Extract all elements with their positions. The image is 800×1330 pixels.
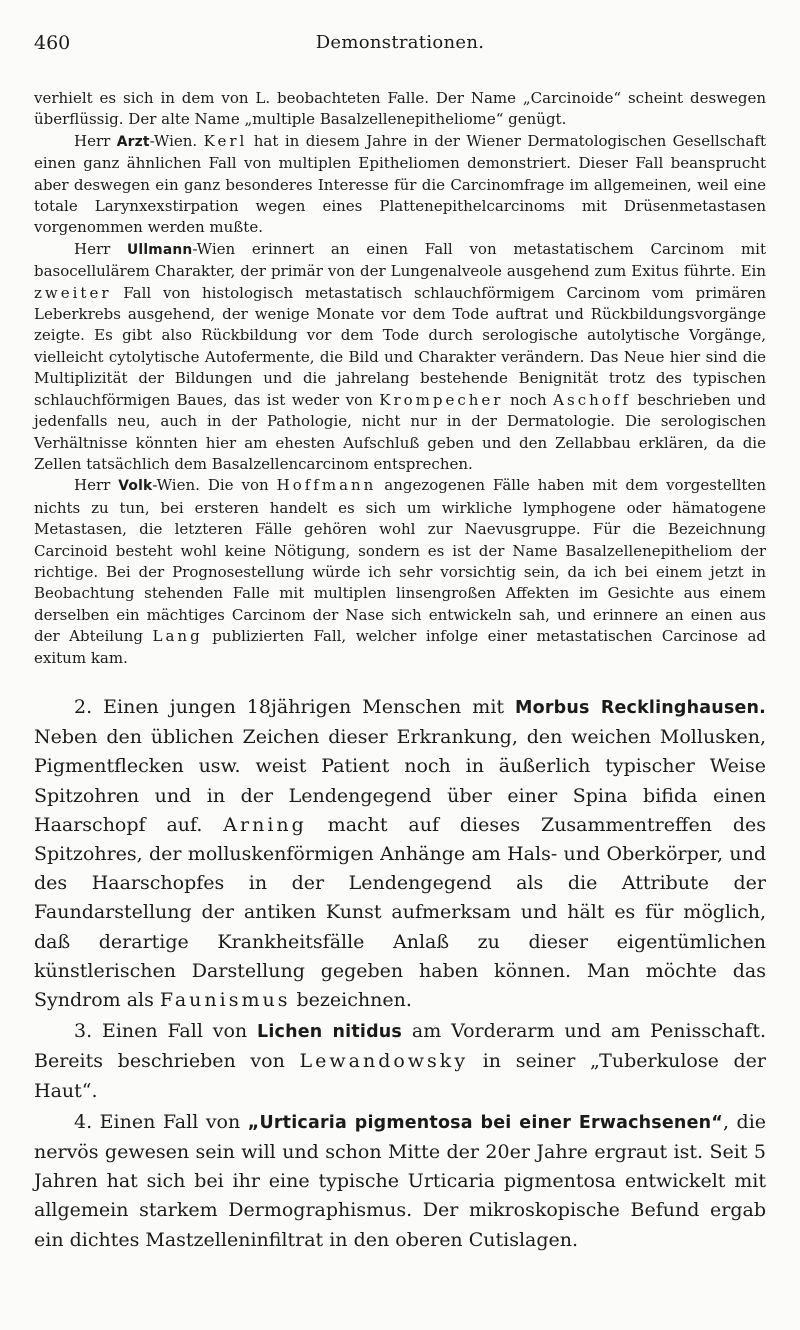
running-title: Demonstrationen. [315,32,485,53]
emphasized-word: zweiter [34,283,112,302]
case-2-paragraph: 2. Einen jungen 18jährigen Menschen mit Morbus Recklinghausen. Neben den üblichen Zeichen dieser Erkrankung, den weichen Mollusken, Pigmentflecken usw. weist Patient noch in äußerlich typischer Weise Spitzohren und in der Lendengegend über einer Spina bifida einen Haarschopf auf. Arning macht auf dieses Zusammentreffen des Spitzohres, der molluskenförmigen Anhänge am Hals- und Oberkörper, und des Haarschopfes in der Lendengegend als die Attribute der Faundarstellung der antiken Kunst aufmerksam und hält es für möglich, daß derartige Krankheitsfälle Anlaß zu dieser eigentümlichen künstlerischen Darstellung gegeben haben können. Man möchte das Syndrom als Faunismus bezeichnen. [34,695,766,1011]
page-number: 460 [34,32,71,54]
case-section [34,693,766,1255]
cited-author: Kerl [203,131,248,150]
speaker-name: Volk [118,478,153,495]
discussion-paragraph-arzt: Herr Arzt-Wien. Kerl hat in diesem Jahre in der Wiener Dermatologischen Gesellschaft einen ganz ähnlichen Fall von multiplen Epitheliomen demonstriert. Dieser Fall beansprucht aber deswegen ein ganz besonderes Interesse für die Carcinomfrage im allgemeinen, weil eine totale Larynxexstirpation wegen eines Plattenepithelcarcinoms mit Drüsenmetastasen vorgenommen werden mußte. [34,131,766,237]
page-header [34,26,766,62]
discussion-section [34,88,766,669]
case-diagnosis: Morbus Recklinghausen. [515,697,766,718]
cited-author: Hoffmann [276,476,377,495]
cited-author: Aschoff [553,390,631,409]
case-diagnosis: „Urticaria pigmentosa bei einer Erwachsenen“ [247,1112,723,1133]
speaker-name: Ullmann [127,241,193,258]
cited-author: Arning [223,813,307,836]
discussion-paragraph-volk: Herr Volk-Wien. Die von Hoffmann angezogenen Fälle haben mit dem vorgestellten nichts zu tun, bei ersteren handelt es sich um wirkliche lymphogene oder hämatogene Metastasen, die letzteren Fälle gehören wohl zur Naevusgruppe. Für die Bezeichnung Carcinoid besteht wohl keine Nötigung, sondern es ist der Name Basalzellenepitheliom der richtige. Bei der Prognosestellung würde ich sehr vorsichtig sein, da ich bei einem jetzt in Beobachtung stehenden Falle mit multiplen linsengroßen Affekten im Gesichte aus einem derselben ein mächtiges Carcinom der Nase sich entwickeln sah, und erinnere an einen aus der Abteilung Lang publizierten Fall, welcher infolge einer metastatischen Carcinose ad exitum kam. [34,476,766,667]
case-diagnosis: Lichen nitidus [257,1022,403,1043]
speaker-name: Arzt [116,133,150,150]
case-3-paragraph: 3. Einen Fall von Lichen nitidus am Vorderarm und am Penisschaft. Bereits beschrieben von Lewandowsky in seiner „Tuberkulose der Haut“. [34,1020,767,1102]
cited-author: Krompecher [379,390,504,409]
emphasized-word: Faunismus [159,989,291,1011]
cited-author: Lang [152,627,203,646]
discussion-paragraph-1: verhielt es sich in dem von L. beobachteten Falle. Der Name „Carcinoide“ scheint deswegen überflüssig. Der alte Name „multiple Basalzellenepitheliome“ genügt. [34,89,766,129]
case-4-paragraph: 4. Einen Fall von „Urticaria pigmentosa bei einer Erwachsenen“, die nervös gewesen sein will und schon Mitte der 20er Jahre ergraut ist. Seit 5 Jahren hat sich bei ihr eine typische Urticaria pigmentosa entwickelt mit allgemein starkem Dermographismus. Der mikroskopische Befund ergab ein dichtes Mastzelleninfiltrat in den oberen Cutislagen. [34,1110,767,1251]
discussion-paragraph-ullmann: Herr Ullmann-Wien erinnert an einen Fall von metastatischem Carcinom mit basocellulärem Charakter, der primär von der Lungenalveole ausgehend zum Exitus führte. Ein zweiter Fall von histologisch metastatisch schlauchförmigem Carcinom vom primären Leberkrebs ausgehend, der wenige Monate vor dem Tode auftrat und Rückbildungsvorgänge zeigte. Es gibt also Rückbildung vor dem Tode durch serologische autolytische Vorgänge, vielleicht cytolytische Autofermente, die Bild und Charakter verändern. Das Neue hier sind die Multiplizität der Bildungen und die jahrelang bestehende Benignität trotz des typischen schlauchförmigen Baues, das ist weder von Krompecher noch Aschoff beschrieben und jedenfalls neu, auch in der Pathologie, nicht nur in der Dermatologie. Die serologischen Verhältnisse könnten hier am ehesten Aufschluß geben und den Zellabbau erklären, da die Zellen tatsächlich dem Basalzellencarcinom entsprechen. [34,239,766,473]
cited-author: Lewandowsky [299,1050,469,1073]
